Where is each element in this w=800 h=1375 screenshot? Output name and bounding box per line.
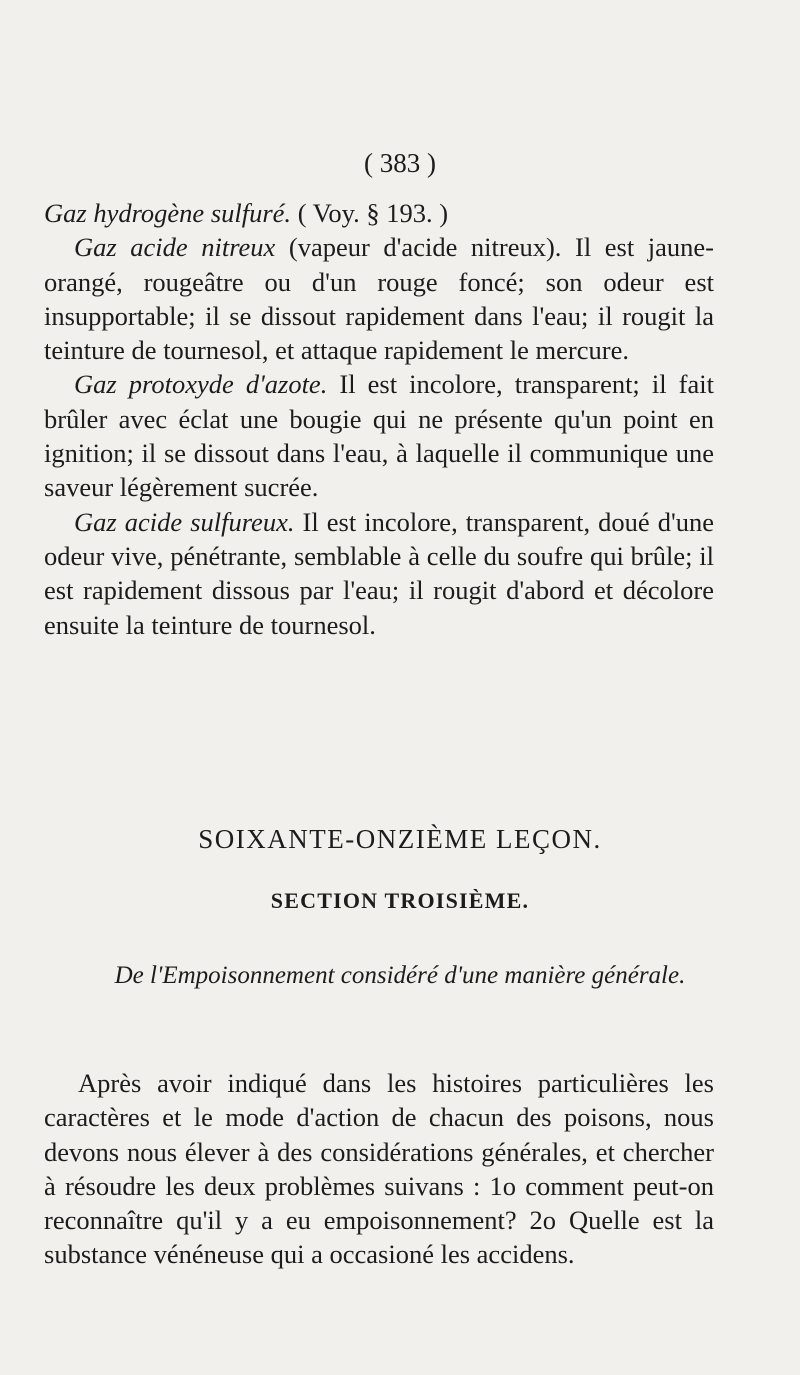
section-title: SECTION TROISIÈME. — [270, 888, 530, 913]
lesson-title: SOIXANTE-ONZIÈME LEÇON. — [198, 824, 602, 854]
entry-name: Gaz protoxyde d'azote. — [74, 369, 328, 400]
entry-name: Gaz acide sulfureux. — [74, 506, 295, 537]
entry-text: (vapeur d'acide nitreux). Il est jaune-orangé, rougeâtre ou d'un rouge foncé; son odeur est insupportable; il se dissout rapidement dans l'eau; il rougit la teinture de tournesol, et attaque rapidement le mercure. — [44, 232, 714, 366]
page-number: ( 383 ) — [364, 148, 436, 178]
main-text — [44, 1066, 714, 1272]
entry-text: Il est incolore, transparent; il fait brûler avec éclat une bougie qui ne présente qu'un point en ignition; il se dissout dans l'eau, à laquelle il communique une saveur légèrement sucrée. — [44, 369, 714, 503]
entry-sulfurous-acid — [44, 505, 714, 642]
entry-name: Gaz acide nitreux — [74, 232, 276, 263]
entry-nitrous-oxide — [44, 367, 714, 504]
body-paragraph: Après avoir indiqué dans les histoires particulières les caractères et le mode d'action de chacun des poisons, nous devons nous élever à des considérations générales, et chercher à résoudre les deux problèmes suivans : 1o comment peut-on reconnaître qu'il y a eu empoisonnement? 2o Quelle est la substance vénéneuse qui a occasioné les accidens. — [44, 1068, 714, 1270]
entry-text: Il est incolore, transparent, doué d'une odeur vive, pénétrante, semblable à celle du soufre qui brûle; il est rapidement dissous par l'eau; il rougit d'abord et décolore ensuite la teinture de tournesol. — [44, 506, 714, 640]
gas-entries — [44, 196, 714, 642]
entry-hydrogen-sulfide — [44, 196, 714, 230]
entry-text: ( Voy. § 193. ) — [291, 198, 449, 228]
entry-name: Gaz hydrogène sulfuré. — [44, 198, 292, 228]
entry-nitrous-acid — [44, 230, 714, 367]
subsection-title: De l'Empoisonnement considéré d'une manière générale. — [114, 962, 686, 989]
